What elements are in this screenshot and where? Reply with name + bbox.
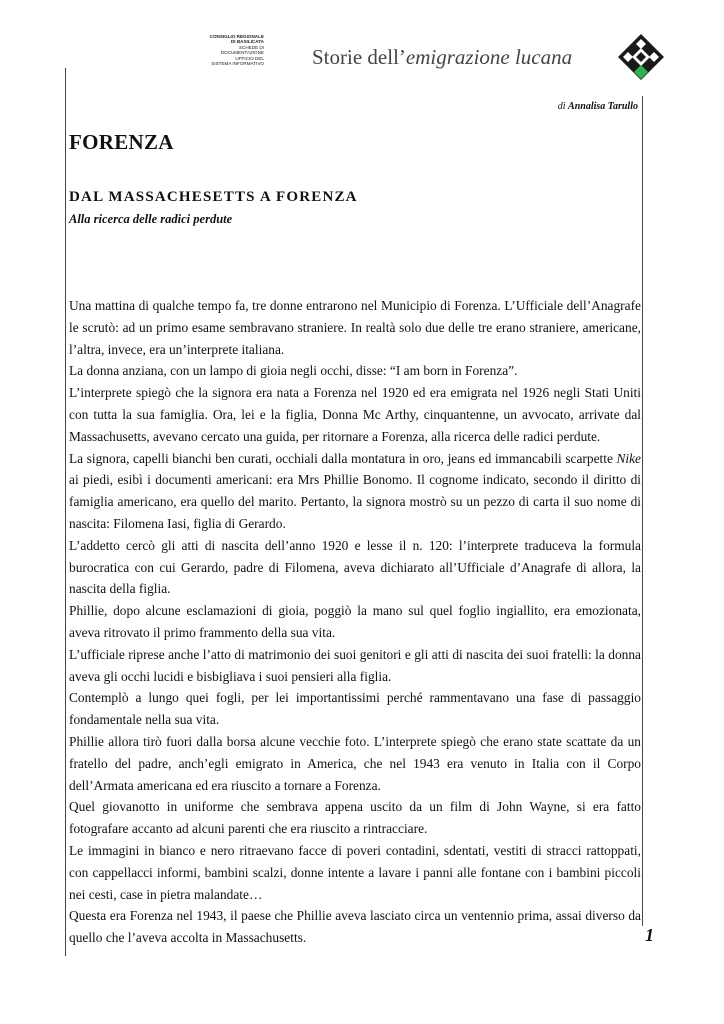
- paragraph: Questa era Forenza nel 1943, il paese che Phillie aveva lasciato circa un ventennio prima, assai diverso da quello che l’aveva accolta in Massachusetts.: [69, 908, 641, 946]
- series-title: [312, 45, 572, 70]
- paragraph: Una mattina di qualche tempo fa, tre donne entrarono nel Municipio di Forenza. L’Ufficiale dell’Anagrafe le scrutò: ad un primo esame sembravano straniere. In realtà solo due delle tre erano straniere, americane, l’altra, invece, era un’interprete italiana.: [69, 298, 641, 357]
- council-office-line: UFFICIO DEL: [235, 55, 264, 61]
- article-subheadline: Alla ricerca delle radici perdute: [69, 212, 233, 226]
- paragraph: Quel giovanotto in uniforme che sembrava appena uscito da un film di John Wayne, si era fatto fotografare accanto ad alcuni parenti che era riuscito a rintracciare.: [69, 799, 641, 837]
- article-body: [69, 295, 641, 949]
- council-office-line: SISTEMA INFORMATIVO: [211, 61, 264, 67]
- series-title-prefix: Storie dell’: [312, 45, 406, 69]
- council-office-line: SCHEDE DI: [238, 44, 264, 50]
- series-title-italic: emigrazione lucana: [405, 45, 573, 69]
- byline-prefix: di: [557, 101, 569, 112]
- paragraph: La donna anziana, con un lampo di gioia negli occhi, disse: “I am born in Forenza”.: [69, 363, 518, 379]
- left-margin-rule: [65, 68, 66, 956]
- paragraph: L’interprete spiegò che la signora era nata a Forenza nel 1920 ed era emigrata nel 1926 negli Stati Uniti con tutta la sua famiglia. Ora, lei e la figlia, Donna Mc Arthy, cinquantenne, un avvocato, arrivate dal Massachusetts, avevano cercato una guida, per ritornare a Forenza, alla ricerca delle radici perdute.: [69, 385, 641, 444]
- right-margin-rule: [642, 96, 643, 926]
- page-title: FORENZA: [69, 130, 174, 154]
- byline: [558, 101, 638, 112]
- paragraph: Phillie allora tirò fuori dalla borsa alcune vecchie foto. L’interprete spiegò che erano state scattate da un fratello del padre, anch’egli emigrato in America, che nel 1943 era venuto in Italia con il Corpo dell’Armata americana ed era riuscito a tornare a Forenza.: [69, 733, 641, 793]
- paragraph: Le immagini in bianco e nero ritraevano facce di poveri contadini, sdentati, vestiti di stracci rattoppati, con cappellacci informi, bambini scalzi, donne intente a lavare i panni alle fontane con i bambini piccoli nei cesti, case in pietra malandate…: [69, 842, 641, 902]
- council-name-line: DI BASILICATA: [230, 39, 264, 45]
- diamond-pattern-logo-icon: [618, 34, 664, 80]
- author-name: Annalisa Tarullo: [568, 101, 638, 112]
- paragraph: L’addetto cercò gli atti di nascita dell’anno 1920 e lesse il n. 120: l’interprete traduceva la formula burocratica con cui Gerardo, padre di Filomena, aveva dichiarato all’Ufficiale d’Anagrafe di allora, la nascita della figlia.: [69, 537, 641, 597]
- council-office-line: DOCUMENTAZIONE: [220, 50, 264, 56]
- paragraph: La signora, capelli bianchi ben curati, occhiali dalla montatura in oro, jeans ed immancabili scarpette Nike ai piedi, esibì i documenti americani: era Mrs Phillie Bonomo. Il cognome indicato, secondo il diritto di famiglia americano, era quello del marito. Pertanto, la signora mostrò su un pezzo di carta il suo nome di nascita: Filomena Iasi, figlia di Gerardo.: [69, 450, 641, 531]
- paragraph: L’ufficiale riprese anche l’atto di matrimonio dei suoi genitori e gli atti di nascita dei suoi fratelli: la donna aveva gli occhi lucidi e bisbigliava i suoi pensieri alla figlia.: [69, 646, 641, 684]
- page-number: 1: [645, 925, 654, 945]
- paragraph: Phillie, dopo alcune esclamazioni di gioia, poggiò la mano sul quel foglio ingiallito, era emozionata, aveva ritrovato il primo frammento della sua vita.: [69, 603, 641, 640]
- article-headline: DAL MASSACHESETTS A FORENZA: [69, 189, 358, 205]
- council-name-line: CONSIGLIO REGIONALE: [209, 34, 264, 39]
- paragraph: Contemplò a lungo quei fogli, per lei importantissimi perché rammentavano una fase di passaggio fondamentale nella sua vita.: [69, 690, 641, 728]
- council-header: [196, 34, 264, 66]
